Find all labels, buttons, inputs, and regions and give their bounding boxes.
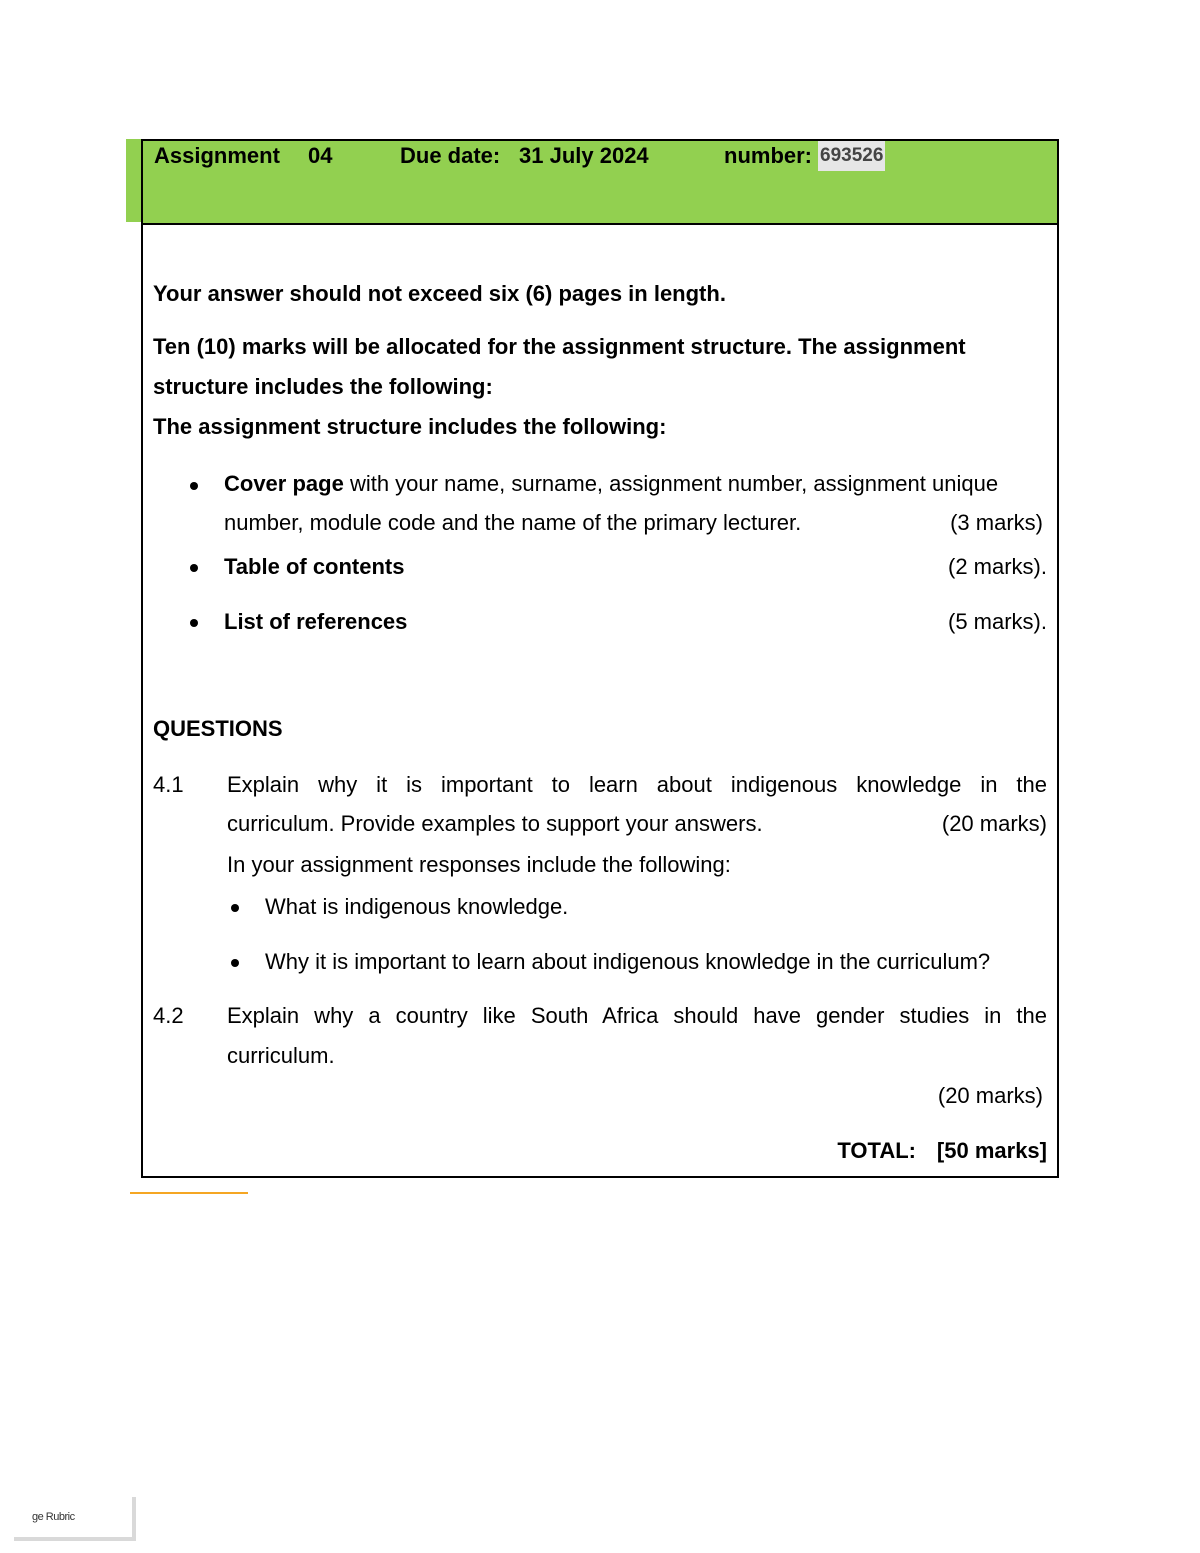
header-accent-strip	[126, 139, 142, 222]
question-number: 4.1	[153, 772, 184, 797]
bullet-icon	[190, 564, 198, 572]
assignment-box	[141, 139, 1059, 1178]
structure-item-references: List of references	[224, 609, 408, 634]
bullet-icon	[190, 619, 198, 627]
footnote-divider	[130, 1192, 248, 1194]
structure-intro-text: The assignment structure includes the following:	[153, 414, 667, 439]
structure-item-marks: (5 marks).	[948, 609, 1047, 634]
structure-item-title: Cover page	[224, 471, 344, 496]
page-tab[interactable]	[14, 1497, 136, 1541]
total-value: [50 marks]	[936, 1138, 1047, 1163]
due-date-label: Due date:	[400, 143, 501, 168]
structure-item-cover-page	[224, 469, 998, 499]
question-instruction: In your assignment responses include the following:	[227, 852, 731, 877]
assignment-header	[143, 141, 1057, 225]
question-text-cont: curriculum. Provide examples to support your answers.	[227, 811, 763, 836]
page-tab-label: ge Rubric	[32, 1511, 75, 1523]
structure-item-desc: with your name, surname, assignment number, assignment unique	[343, 471, 999, 496]
question-text: Explain why a country like South Africa should have gender studies in the	[227, 1003, 1047, 1028]
structure-marks-text: Ten (10) marks will be allocated for the assignment structure. The assignment	[153, 334, 966, 359]
question-marks: (20 marks)	[941, 811, 1047, 836]
question-marks: (20 marks)	[937, 1083, 1043, 1108]
unique-number-label: number:	[724, 143, 812, 168]
bullet-icon	[231, 959, 239, 967]
question-text: Explain why it is important to learn about indigenous knowledge in the	[227, 772, 1047, 797]
bullet-icon	[190, 482, 198, 490]
structure-item-marks: (2 marks).	[948, 554, 1047, 579]
bullet-icon	[231, 904, 239, 912]
question-bullet: Why it is important to learn about indigenous knowledge in the curriculum?	[265, 949, 991, 974]
question-bullet: What is indigenous knowledge.	[265, 894, 569, 919]
structure-item-desc-cont: number, module code and the name of the primary lecturer.	[224, 510, 802, 535]
assignment-label: Assignment	[154, 143, 280, 168]
question-text-cont: curriculum.	[227, 1043, 335, 1068]
questions-heading: QUESTIONS	[153, 716, 283, 741]
structure-item-marks: (3 marks)	[950, 510, 1043, 535]
question-number: 4.2	[153, 1003, 184, 1028]
assignment-number: 04	[308, 143, 333, 168]
unique-number-value: 693526	[818, 141, 885, 171]
page-limit-text: Your answer should not exceed six (6) pages in length.	[153, 281, 726, 306]
structure-marks-text-cont: structure includes the following:	[153, 374, 493, 399]
structure-item-toc: Table of contents	[224, 554, 405, 579]
due-date-value: 31 July 2024	[519, 143, 649, 168]
total-label: TOTAL:	[837, 1138, 916, 1163]
